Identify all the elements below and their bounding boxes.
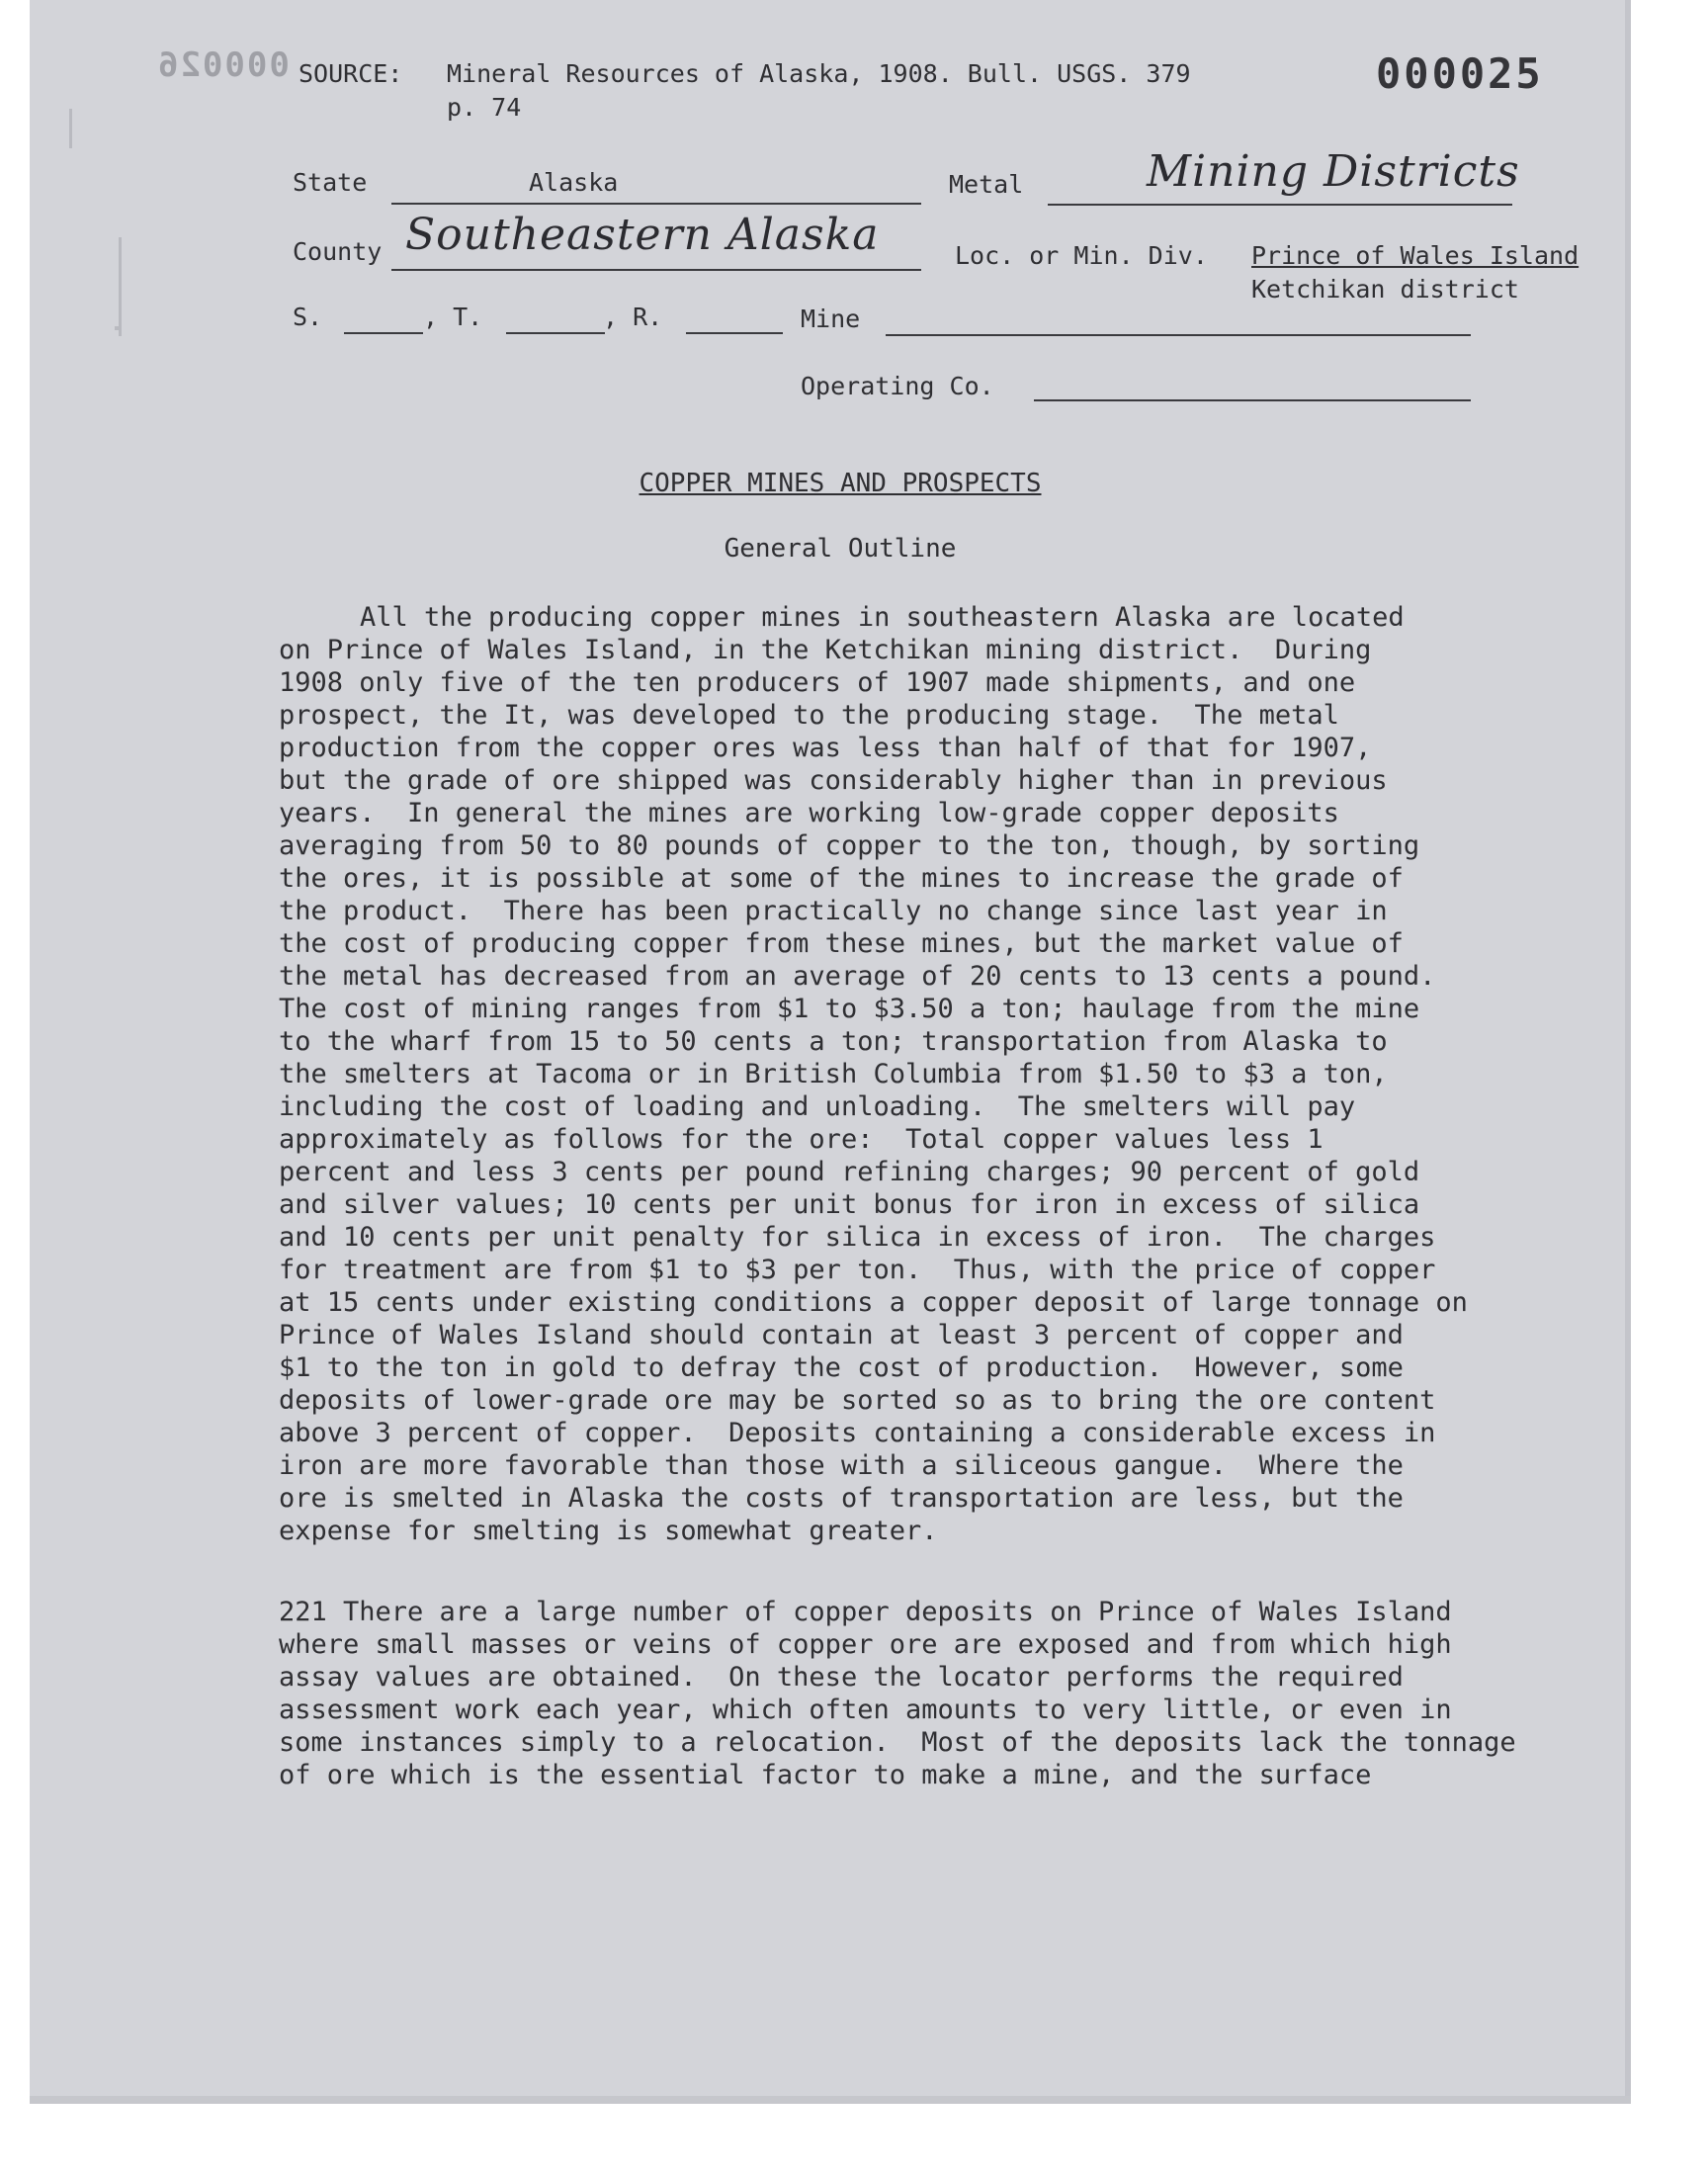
county-value-handwritten: Southeastern Alaska: [405, 210, 880, 260]
paragraph-line: ore is smelted in Alaska the costs of transportation are less, but the: [279, 1483, 1404, 1514]
paragraph-line: the metal has decreased from an average of 20 cents to 13 cents a pound.: [279, 961, 1436, 992]
paragraph-line: approximately as follows for the ore: Total copper values less 1: [279, 1124, 1324, 1155]
operating-company-field-line: [1034, 399, 1471, 401]
paragraph-line: production from the copper ores was less than half of that for 1907,: [279, 733, 1372, 763]
range-label: , R.: [603, 303, 663, 331]
paragraph-line: iron are more favorable than those with a siliceous gangue. Where the: [279, 1450, 1404, 1481]
mine-label: Mine: [801, 304, 861, 333]
paragraph-line: 221 There are a large number of copper deposits on Prince of Wales Island: [279, 1597, 1452, 1627]
paragraph-line: The cost of mining ranges from $1 to $3.50 a ton; haulage from the mine: [279, 994, 1420, 1024]
paragraph-line: and 10 cents per unit penalty for silica in excess of iron. The charges: [279, 1222, 1436, 1253]
state-label: State: [293, 168, 368, 197]
document-page: [30, 0, 1631, 2104]
paragraph-line: the ores, it is possible at some of the mines to increase the grade of: [279, 863, 1404, 894]
section-title: COPPER MINES AND PROSPECTS: [639, 469, 1042, 498]
section-subtitle: General Outline: [724, 534, 957, 564]
paragraph-line: where small masses or veins of copper ore are exposed and from which high: [279, 1629, 1452, 1660]
paragraph-line: Prince of Wales Island should contain at least 3 percent of copper and: [279, 1320, 1404, 1350]
paragraph-line: averaging from 50 to 80 pounds of copper to the ton, though, by sorting: [279, 830, 1420, 861]
ghost-document-number: 000026: [156, 45, 290, 85]
paragraph-line: percent and less 3 cents per pound refining charges; 90 percent of gold: [279, 1157, 1420, 1187]
paragraph-line: prospect, the It, was developed to the producing stage. The metal: [279, 700, 1339, 731]
binder-mark: [119, 237, 122, 336]
township-field-line: [506, 332, 605, 334]
operating-company-label: Operating Co.: [801, 372, 994, 400]
page-edge: [1625, 0, 1631, 2104]
paragraph-line: and silver values; 10 cents per unit bonus for iron in excess of silica: [279, 1189, 1420, 1220]
location-value-island: Prince of Wales Island: [1251, 241, 1580, 270]
paragraph-line: but the grade of ore shipped was considerably higher than in previous: [279, 765, 1388, 796]
binder-mark: [69, 109, 72, 148]
paragraph-line: years. In general the mines are working low-grade copper deposits: [279, 798, 1339, 828]
page-edge: [30, 2096, 1631, 2104]
location-value-district: Ketchikan district: [1251, 275, 1519, 304]
mine-field-line: [886, 334, 1471, 336]
paragraph-line: at 15 cents under existing conditions a copper deposit of large tonnage on: [279, 1287, 1468, 1318]
county-field-line: [391, 269, 921, 271]
metal-value-handwritten: Mining Districts: [1147, 146, 1520, 197]
paragraph-line: to the wharf from 15 to 50 cents a ton; transportation from Alaska to: [279, 1026, 1388, 1057]
paragraph-line: the product. There has been practically no change since last year in: [279, 896, 1388, 926]
range-field-line: [686, 332, 783, 334]
paragraph-line: assay values are obtained. On these the locator performs the required: [279, 1662, 1404, 1693]
paragraph-line: above 3 percent of copper. Deposits containing a considerable excess in: [279, 1418, 1436, 1448]
paragraph-line: expense for smelting is somewhat greater.: [279, 1516, 938, 1546]
section-field-line: [344, 332, 423, 334]
paragraph-line: including the cost of loading and unloading. The smelters will pay: [279, 1091, 1356, 1122]
metal-field-line: [1048, 204, 1512, 206]
document-number: 000025: [1376, 49, 1544, 98]
section-label: S.: [293, 303, 323, 331]
source-label: SOURCE:: [299, 59, 403, 88]
paragraph-line: deposits of lower-grade ore may be sorted so as to bring the ore content: [279, 1385, 1436, 1416]
paragraph-line: of ore which is the essential factor to make a mine, and the surface: [279, 1760, 1372, 1790]
paragraph-line: $1 to the ton in gold to defray the cost of production. However, some: [279, 1352, 1404, 1383]
binder-mark: [115, 326, 121, 330]
paragraph-line: the smelters at Tacoma or in British Columbia from $1.50 to $3 a ton,: [279, 1059, 1388, 1089]
paragraph-line: for treatment are from $1 to $3 per ton. Thus, with the price of copper: [279, 1255, 1436, 1285]
paragraph-line: the cost of producing copper from these mines, but the market value of: [279, 928, 1404, 959]
source-page: p. 74: [447, 93, 522, 122]
paragraph-line: assessment work each year, which often amounts to very little, or even in: [279, 1695, 1452, 1725]
paragraph-line: on Prince of Wales Island, in the Ketchikan mining district. During: [279, 635, 1372, 665]
township-label: , T.: [423, 303, 483, 331]
paragraph-line: All the producing copper mines in southeastern Alaska are located: [360, 602, 1405, 633]
state-value: Alaska: [529, 168, 619, 197]
source-citation: Mineral Resources of Alaska, 1908. Bull. USGS. 379: [447, 59, 1191, 88]
state-field-line: [391, 203, 921, 205]
location-label: Loc. or Min. Div.: [955, 241, 1208, 270]
paragraph-line: some instances simply to a relocation. Most of the deposits lack the tonnage: [279, 1727, 1516, 1758]
county-label: County: [293, 237, 383, 266]
metal-label: Metal: [949, 170, 1024, 199]
paragraph-line: 1908 only five of the ten producers of 1907 made shipments, and one: [279, 667, 1356, 698]
